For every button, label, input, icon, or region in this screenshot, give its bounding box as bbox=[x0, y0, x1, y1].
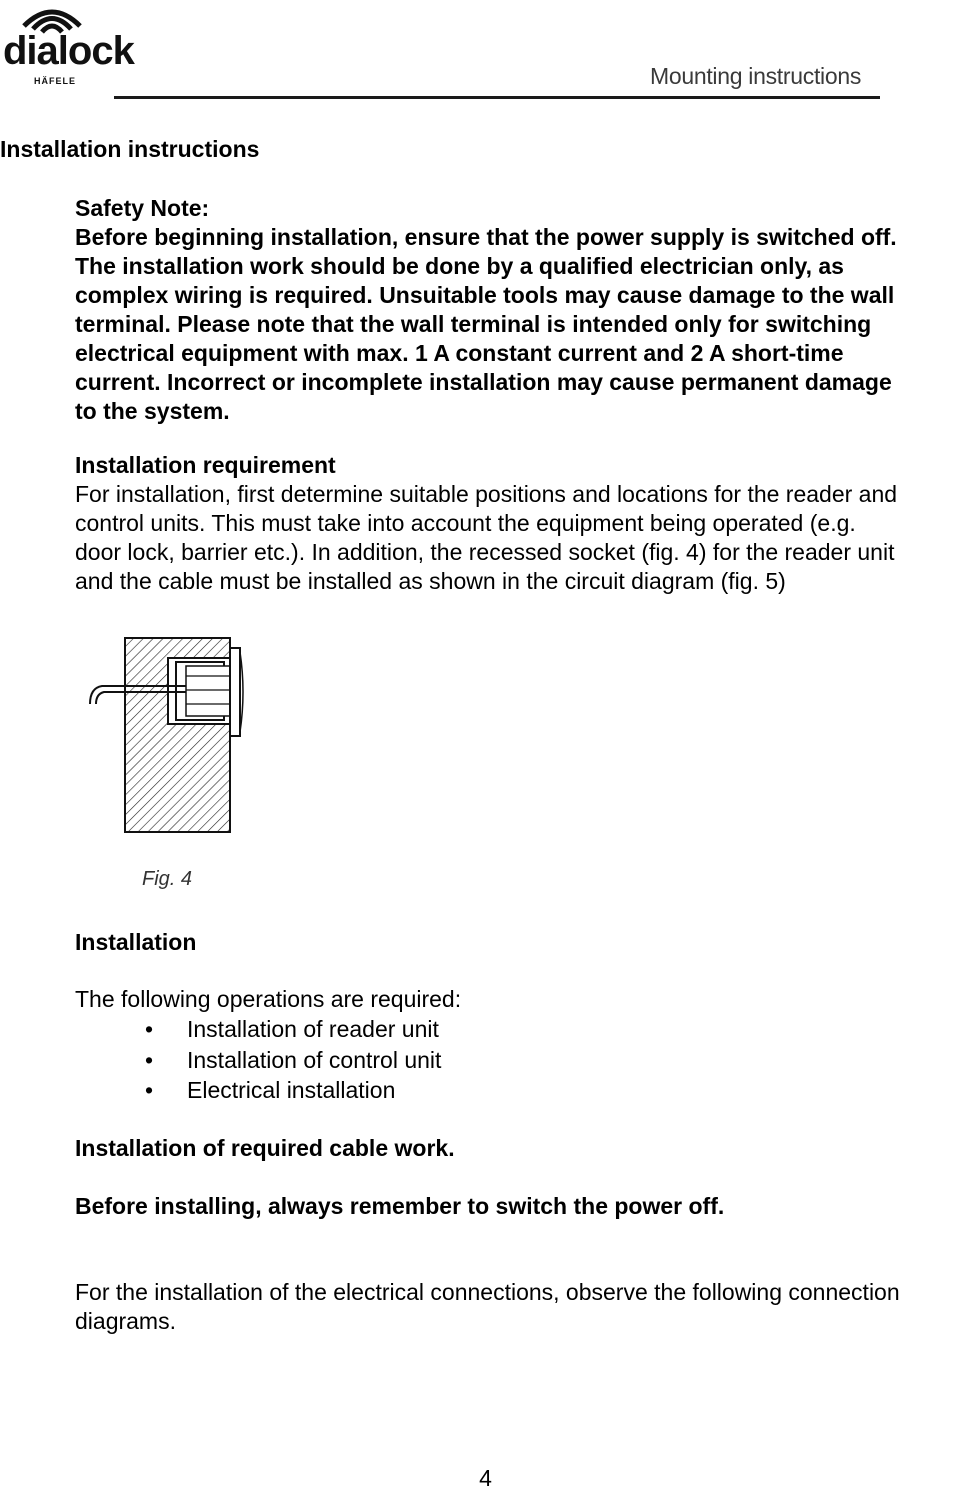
header-title: Mounting instructions bbox=[650, 63, 862, 89]
header-divider bbox=[114, 96, 880, 99]
list-item-label: Installation of control unit bbox=[187, 1046, 442, 1073]
safety-note bbox=[75, 194, 971, 426]
requirement-heading: Installation requirement bbox=[75, 452, 336, 478]
recessed-socket-diagram bbox=[80, 632, 260, 902]
page-number: 4 bbox=[479, 1465, 492, 1491]
requirement-line: and the cable must be installed as shown in the circuit diagram (fig. 5) bbox=[75, 568, 786, 594]
connections-note bbox=[75, 1278, 971, 1336]
installation-heading: Installation bbox=[75, 929, 197, 955]
list-item-label: Electrical installation bbox=[187, 1077, 396, 1103]
bullet-icon: • bbox=[145, 1016, 154, 1042]
safety-line: to the system. bbox=[75, 398, 230, 424]
connections-line: For the installation of the electrical connections, observe the following connection bbox=[75, 1279, 900, 1305]
safety-line: electrical equipment with max. 1 A constant current and 2 A short-time bbox=[75, 340, 844, 366]
logo-graphic bbox=[0, 0, 140, 95]
safety-line: Before beginning installation, ensure that the power supply is switched off. bbox=[75, 224, 897, 250]
requirement-line: For installation, first determine suitable positions and locations for the reader and bbox=[75, 481, 898, 507]
dialock-logo bbox=[0, 0, 140, 95]
bullet-icon: • bbox=[145, 1077, 154, 1103]
figure-4 bbox=[80, 632, 260, 902]
operations-list bbox=[145, 1014, 745, 1106]
logo-wordmark: dialock bbox=[3, 29, 134, 73]
requirement-section bbox=[75, 451, 971, 596]
list-item bbox=[145, 1014, 745, 1045]
safety-heading: Safety Note: bbox=[75, 195, 210, 221]
installation-intro: The following operations are required: bbox=[75, 986, 462, 1012]
safety-line: terminal. Please note that the wall terminal is intended only for switching bbox=[75, 311, 872, 337]
safety-line: The installation work should be done by a qualified electrician only, as bbox=[75, 253, 844, 279]
power-off-warning: Before installing, always remember to switch the power off. bbox=[75, 1193, 725, 1219]
bullet-icon: • bbox=[145, 1046, 154, 1073]
figure-caption: Fig. 4 bbox=[142, 868, 193, 890]
requirement-line: door lock, barrier etc.). In addition, the recessed socket (fig. 4) for the reader unit bbox=[75, 539, 895, 565]
list-item bbox=[145, 1075, 745, 1106]
connections-line: diagrams. bbox=[75, 1308, 176, 1334]
reader-unit-plate bbox=[230, 648, 240, 736]
safety-line: complex wiring is required. Unsuitable tools may cause damage to the wall bbox=[75, 282, 895, 308]
logo-subtext: HÄFELE bbox=[34, 76, 76, 86]
cable-work-heading: Installation of required cable work. bbox=[75, 1135, 455, 1161]
list-item-label: Installation of reader unit bbox=[187, 1016, 439, 1042]
list-item bbox=[145, 1045, 745, 1076]
section-title: Installation instructions bbox=[0, 136, 260, 162]
safety-line: current. Incorrect or incomplete installation may cause permanent damage bbox=[75, 369, 892, 395]
requirement-line: control units. This must take into account the equipment being operated (e.g. bbox=[75, 510, 856, 536]
